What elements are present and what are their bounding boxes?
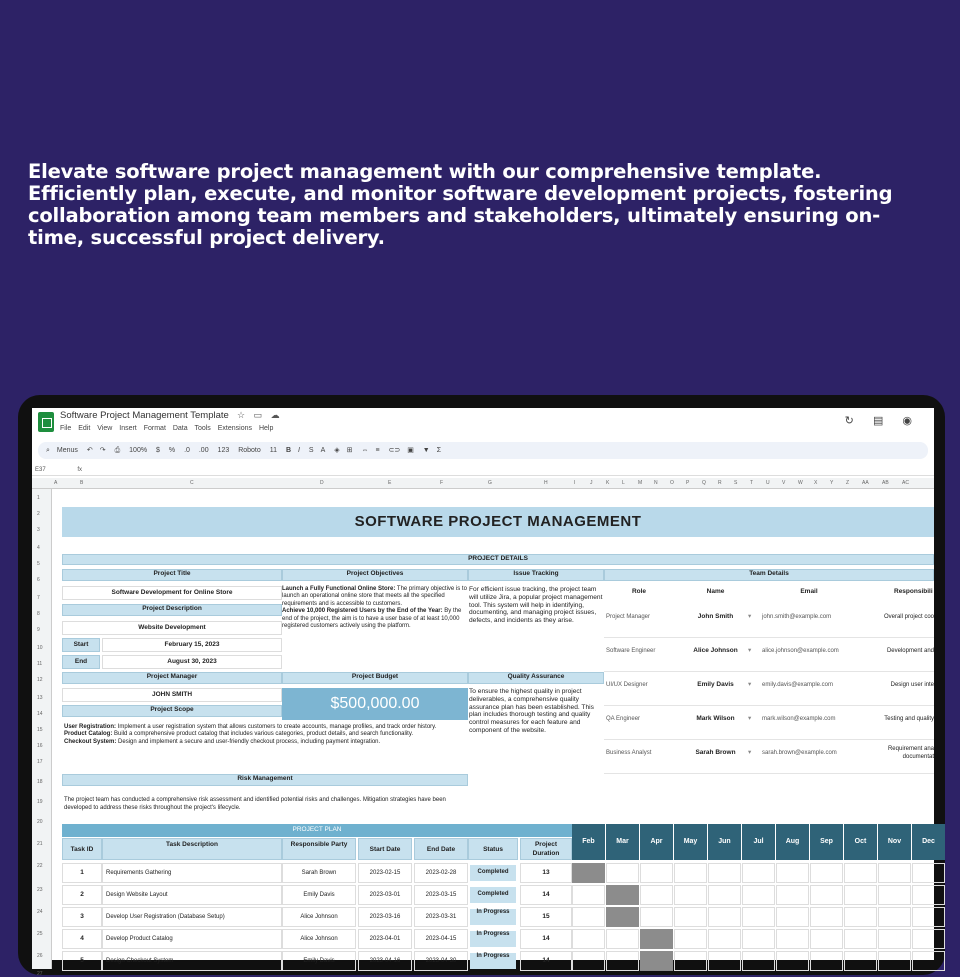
team-col-role: Role — [631, 588, 647, 595]
bold-icon[interactable]: B — [285, 447, 292, 454]
row-header[interactable]: 27 — [37, 971, 43, 977]
team-responsibility[interactable]: Development and — [886, 648, 934, 654]
gantt-cell — [606, 951, 639, 971]
column-header[interactable]: J — [590, 480, 593, 486]
gantt-cell — [844, 907, 877, 927]
gantt-month: Mar — [606, 824, 639, 860]
gantt-month: Jul — [742, 824, 775, 860]
row-header[interactable]: 3 — [37, 527, 40, 533]
plan-col-header[interactable]: Responsible Party — [282, 838, 356, 860]
row-header[interactable]: 25 — [37, 931, 43, 937]
decrease-decimal-button[interactable]: .0 — [184, 447, 190, 454]
project-title-header: Project Title — [62, 569, 282, 581]
row-header[interactable]: 9 — [37, 627, 40, 633]
gantt-month: Aug — [776, 824, 809, 860]
gantt-month: Dec — [912, 824, 945, 860]
gantt-cell — [844, 929, 877, 949]
gantt-cell — [572, 951, 605, 971]
task-duration[interactable]: 14 — [520, 929, 572, 949]
team-email[interactable]: emily.davis@example.com — [762, 682, 834, 688]
task-status[interactable]: Completed — [470, 887, 516, 903]
gantt-cell — [606, 929, 639, 949]
dropdown-icon[interactable]: ▾ — [748, 681, 752, 688]
scope-2-text: Build a comprehensive product catalog that includes various categories, product details, and search functionality. — [112, 731, 414, 738]
task-end[interactable]: 2023-02-28 — [414, 863, 468, 883]
column-header[interactable]: A — [54, 480, 58, 486]
italic-icon[interactable]: I — [298, 447, 300, 454]
gantt-cell — [708, 885, 741, 905]
gantt-cell — [640, 951, 673, 971]
task-party[interactable]: Emily Davis — [282, 885, 356, 905]
menus-search[interactable]: Menus — [56, 447, 78, 454]
end-label: End — [62, 655, 100, 669]
dropdown-icon[interactable]: ▾ — [748, 715, 752, 722]
row-header[interactable]: 20 — [37, 819, 43, 825]
team-role[interactable]: UI/UX Designer — [606, 682, 648, 688]
risk-header: Risk Management — [62, 774, 468, 786]
column-header[interactable]: L — [622, 480, 625, 486]
gantt-cell — [810, 863, 843, 883]
row-divider — [604, 671, 934, 672]
borders-icon[interactable]: ⊞ — [346, 447, 353, 454]
gantt-cell — [606, 863, 639, 883]
task-duration[interactable]: 14 — [520, 951, 572, 971]
row-header[interactable]: 8 — [37, 611, 40, 617]
team-email[interactable]: sarah.brown@example.com — [762, 750, 837, 756]
formula-bar — [32, 464, 934, 476]
gantt-cell — [640, 929, 673, 949]
task-id[interactable]: 3 — [62, 907, 102, 927]
team-responsibility[interactable]: Overall project coo — [883, 614, 934, 620]
gantt-cell — [640, 885, 673, 905]
gantt-cell — [912, 907, 945, 927]
column-header[interactable]: D — [320, 480, 324, 486]
task-id[interactable]: 1 — [62, 863, 102, 883]
task-status[interactable]: In Progress — [470, 931, 516, 947]
project-description-value[interactable]: Website Development — [62, 621, 282, 635]
percent-button[interactable]: % — [168, 447, 176, 454]
menu-view[interactable]: View — [97, 425, 113, 432]
cell-reference[interactable]: E37 — [35, 467, 46, 473]
scope-1-text: Implement a user registration system that allows customers to create accounts, manage profiles, and track order history. — [116, 724, 437, 730]
toolbar — [38, 442, 928, 459]
column-header[interactable]: C — [190, 480, 194, 486]
scope-1-title: User Registration: — [64, 724, 117, 730]
task-start[interactable]: 2023-03-01 — [358, 885, 412, 905]
project-manager-header: Project Manager — [62, 672, 282, 684]
team-name[interactable]: Alice Johnson — [693, 647, 738, 654]
history-icon[interactable]: ↻ ▤ ◉ — [844, 415, 920, 427]
row-header[interactable]: 26 — [37, 953, 43, 959]
redo-icon[interactable]: ↷ — [99, 447, 106, 454]
column-header[interactable]: AC — [902, 480, 909, 486]
plan-col-header[interactable]: End Date — [414, 838, 468, 860]
row-header[interactable]: 23 — [37, 887, 43, 893]
task-description[interactable]: Develop Product Catalog — [102, 929, 282, 949]
objective-1-text: The primary objective is to launch an operational online store that meets all the specified requirements and is accessible to customers. — [282, 586, 467, 607]
team-name[interactable]: John Smith — [697, 613, 734, 620]
menu-bar — [60, 425, 278, 432]
scope-3-title: Checkout System: — [64, 738, 117, 745]
gantt-cell — [810, 951, 843, 971]
task-id[interactable]: 4 — [62, 929, 102, 949]
gantt-cell — [742, 907, 775, 927]
task-description[interactable]: Design Checkout System — [102, 951, 282, 971]
gantt-cell — [776, 907, 809, 927]
objective-1-title: Launch a Fully Functional Online Store: — [282, 586, 396, 592]
plan-col-header[interactable]: Project Duration — [520, 838, 572, 860]
dropdown-icon[interactable]: ▾ — [748, 647, 752, 654]
row-header[interactable]: 2 — [37, 511, 40, 517]
link-icon[interactable]: ⊂⊃ — [388, 447, 401, 454]
issue-tracking-header: Issue Tracking — [468, 569, 604, 581]
team-responsibility[interactable]: Design user inte — [890, 682, 934, 688]
gantt-cell — [708, 929, 741, 949]
increase-decimal-button[interactable]: .00 — [198, 447, 209, 454]
team-name[interactable]: Emily Davis — [697, 681, 734, 688]
scope-text[interactable] — [64, 724, 468, 772]
row-divider — [604, 705, 934, 706]
filter-icon[interactable]: ▼ — [422, 447, 430, 454]
row-header[interactable]: 12 — [37, 677, 43, 683]
column-header[interactable]: AA — [862, 480, 869, 486]
menu-data[interactable]: Data — [172, 425, 188, 432]
project-title-value[interactable]: Software Development for Online Store — [62, 586, 282, 600]
scope-2-title: Product Catalog: — [64, 731, 113, 738]
column-header[interactable]: E — [388, 480, 392, 486]
row-header[interactable]: 19 — [37, 799, 43, 805]
plan-col-header[interactable]: Task ID — [62, 838, 102, 860]
row-divider — [604, 739, 934, 740]
gantt-cell — [742, 929, 775, 949]
column-header[interactable]: T — [750, 480, 754, 486]
row-header[interactable]: 22 — [37, 863, 43, 869]
gantt-cell — [878, 951, 911, 971]
column-header[interactable]: X — [814, 480, 818, 486]
row-divider — [604, 773, 934, 774]
project-details-header: PROJECT DETAILS — [62, 554, 934, 565]
gantt-cell — [572, 907, 605, 927]
team-email[interactable]: alice.johnson@example.com — [762, 648, 839, 654]
plan-col-header[interactable]: Start Date — [358, 838, 412, 860]
row-header[interactable]: 13 — [37, 695, 43, 701]
gantt-month: May — [674, 824, 707, 860]
row-header[interactable]: 16 — [37, 743, 43, 749]
column-header[interactable]: G — [488, 480, 492, 486]
objectives-header: Project Objectives — [282, 569, 468, 581]
gantt-cell — [844, 885, 877, 905]
gantt-cell — [810, 929, 843, 949]
budget-value[interactable]: $500,000.00 — [282, 688, 468, 720]
task-party[interactable]: Alice Johnson — [282, 929, 356, 949]
column-header[interactable]: AB — [882, 480, 889, 486]
qa-text[interactable]: To ensure the highest quality in project deliverables, a comprehensive quality assurance plan has been established. This plan includes thorough testing and quality control measures for each feature and component of the website. — [469, 688, 594, 734]
team-email[interactable]: john.smith@example.com — [762, 614, 832, 620]
qa-header: Quality Assurance — [468, 672, 604, 684]
title-bar — [32, 408, 934, 438]
row-headers — [32, 489, 52, 977]
objectives-text[interactable] — [282, 586, 468, 664]
merge-icon[interactable]: ⇔ — [361, 447, 369, 454]
project-manager-value[interactable]: JOHN SMITH — [62, 688, 282, 702]
team-responsibility[interactable]: Requirement ana documentat — [887, 746, 934, 760]
menu-extensions[interactable]: Extensions — [217, 425, 253, 432]
team-details-header: Team Details — [604, 569, 934, 581]
print-icon[interactable]: ⎙ — [114, 447, 121, 454]
row-header[interactable]: 10 — [37, 645, 43, 651]
menu-file[interactable]: File — [60, 425, 72, 432]
risk-text[interactable]: The project team has conducted a comprehensive risk assessment and identified potential risks and challenges. Mitigation strategies have been developed to address these risks throughout the project's lifecycle. — [64, 797, 446, 811]
gantt-cell — [844, 863, 877, 883]
task-end[interactable]: 2023-03-31 — [414, 907, 468, 927]
plan-col-header[interactable]: Task Description — [102, 838, 282, 860]
column-header[interactable]: V — [782, 480, 786, 486]
document-title[interactable]: Software Project Management Template — [60, 410, 229, 421]
task-party[interactable]: Emily Davis — [282, 951, 356, 971]
project-plan-header: PROJECT PLAN — [62, 824, 572, 837]
search-icon[interactable]: ⌕ — [46, 447, 50, 454]
gantt-cell — [708, 907, 741, 927]
scope-3-text: Design and implement a secure and user-friendly checkout process, including payment integration. — [116, 738, 381, 745]
sheets-logo-icon — [38, 412, 54, 432]
column-header[interactable]: M — [638, 480, 643, 486]
column-header[interactable]: B — [80, 480, 84, 486]
comment-icon[interactable]: ▣ — [407, 447, 414, 454]
team-col-responsibility: Responsibili — [894, 588, 933, 595]
column-header[interactable]: P — [686, 480, 690, 486]
row-header[interactable]: 21 — [37, 841, 43, 847]
gantt-cell — [878, 929, 911, 949]
column-header[interactable]: Q — [702, 480, 706, 486]
row-header[interactable]: 7 — [37, 595, 40, 601]
column-header[interactable]: F — [440, 480, 444, 486]
column-header[interactable]: W — [798, 480, 803, 486]
spreadsheet-screen — [32, 408, 935, 977]
start-date-value[interactable]: February 15, 2023 — [102, 638, 282, 652]
undo-icon[interactable]: ↶ — [86, 447, 93, 454]
column-header[interactable]: S — [734, 480, 738, 486]
fill-icon[interactable]: ◈ — [334, 447, 340, 454]
gantt-month: Apr — [640, 824, 673, 860]
menu-help[interactable]: Help — [258, 425, 274, 432]
team-name[interactable]: Sarah Brown — [695, 749, 736, 756]
team-role[interactable]: QA Engineer — [606, 716, 641, 722]
gantt-cell — [912, 885, 945, 905]
task-start[interactable]: 2023-02-15 — [358, 863, 412, 883]
start-label: Start — [62, 638, 100, 652]
menu-edit[interactable]: Edit — [78, 425, 91, 432]
menu-insert[interactable]: Insert — [119, 425, 137, 432]
task-duration[interactable]: 14 — [520, 885, 572, 905]
gantt-cell — [674, 907, 707, 927]
strike-icon[interactable]: S — [308, 447, 314, 454]
number-format-button[interactable]: 123 — [217, 447, 230, 454]
gantt-cell — [810, 907, 843, 927]
gantt-cell — [776, 885, 809, 905]
menu-format[interactable]: Format — [143, 425, 166, 432]
column-header[interactable]: U — [766, 480, 770, 486]
project-description-header: Project Description — [62, 604, 282, 616]
row-header[interactable]: 14 — [37, 711, 43, 717]
headline-text: Elevate software project management with our comprehensive template. Efficiently plan, execute, and monitor software development projects, fostering collaboration among team members and stakeholders, ultimately ensuring on-time, successful project delivery. — [28, 160, 893, 249]
objective-2-title: Achieve 10,000 Registered Users by the End of the Year: — [282, 608, 443, 615]
gantt-cell — [912, 863, 945, 883]
gantt-cell — [878, 885, 911, 905]
task-end[interactable]: 2023-03-15 — [414, 885, 468, 905]
gantt-cell — [606, 907, 639, 927]
row-header[interactable]: 4 — [37, 545, 40, 551]
column-headers — [32, 478, 934, 489]
zoom-select[interactable]: 100% — [129, 447, 148, 454]
gantt-cell — [606, 885, 639, 905]
task-party[interactable]: Sarah Brown — [282, 863, 356, 883]
gantt-cell — [708, 863, 741, 883]
dropdown-icon[interactable]: ▾ — [748, 749, 752, 756]
gantt-cell — [640, 863, 673, 883]
task-party[interactable]: Alice Johnson — [282, 907, 356, 927]
gantt-month: Feb — [572, 824, 605, 860]
column-header[interactable]: Z — [846, 480, 850, 486]
gantt-cell — [742, 863, 775, 883]
gantt-cell — [572, 885, 605, 905]
gantt-cell — [742, 951, 775, 971]
gantt-cell — [572, 929, 605, 949]
gantt-cell — [776, 863, 809, 883]
project-scope-header: Project Scope — [62, 705, 282, 717]
team-responsibility[interactable]: Testing and quality — [884, 716, 934, 722]
gantt-cell — [776, 951, 809, 971]
gantt-cell — [674, 863, 707, 883]
objective-2-text: By the end of the project, the aim is to have a user base of at least 10,000 registered customers actively using the platform. — [282, 608, 462, 630]
gantt-cell — [742, 885, 775, 905]
gantt-cell — [674, 929, 707, 949]
column-header[interactable]: Y — [830, 480, 834, 486]
row-header[interactable]: 15 — [37, 727, 43, 733]
column-header[interactable]: I — [574, 480, 576, 486]
team-email[interactable]: mark.wilson@example.com — [762, 716, 836, 722]
task-end[interactable]: 2023-04-30 — [414, 951, 468, 971]
row-header[interactable]: 6 — [37, 577, 40, 583]
plan-col-header[interactable]: Status — [468, 838, 518, 860]
gantt-cell — [912, 951, 945, 971]
budget-header: Project Budget — [282, 672, 468, 684]
task-id[interactable]: 5 — [62, 951, 102, 971]
gantt-month: Nov — [878, 824, 911, 860]
gantt-cell — [878, 907, 911, 927]
gantt-cell — [912, 929, 945, 949]
task-start[interactable]: 2023-04-01 — [358, 929, 412, 949]
task-status[interactable]: Completed — [470, 865, 516, 881]
task-status[interactable]: In Progress — [470, 953, 516, 969]
row-header[interactable]: 17 — [37, 759, 43, 765]
team-col-name: Name — [706, 588, 725, 595]
gantt-cell — [674, 951, 707, 971]
team-col-email: Email — [800, 588, 818, 595]
menu-tools[interactable]: Tools — [194, 425, 211, 432]
gantt-month: Sep — [810, 824, 843, 860]
gantt-cell — [708, 951, 741, 971]
column-header[interactable]: N — [654, 480, 658, 486]
row-header[interactable]: 5 — [37, 561, 40, 567]
row-header[interactable]: 1 — [37, 495, 40, 501]
task-description[interactable]: Develop User Registration (Database Setup) — [102, 907, 282, 927]
text-color-icon[interactable]: A — [320, 447, 326, 454]
task-start[interactable]: 2023-04-16 — [358, 951, 412, 971]
fx-icon: fx — [77, 467, 83, 473]
task-end[interactable]: 2023-04-15 — [414, 929, 468, 949]
dropdown-icon[interactable]: ▾ — [748, 613, 752, 620]
gantt-cell — [878, 863, 911, 883]
task-duration[interactable]: 15 — [520, 907, 572, 927]
gantt-cell — [572, 863, 605, 883]
task-start[interactable]: 2023-03-16 — [358, 907, 412, 927]
column-header[interactable]: R — [718, 480, 722, 486]
font-select[interactable]: Roboto — [238, 447, 261, 454]
task-description[interactable]: Design Website Layout — [102, 885, 282, 905]
currency-button[interactable]: $ — [156, 447, 160, 454]
font-size-input[interactable]: 11 — [269, 447, 277, 454]
row-header[interactable]: 11 — [37, 661, 43, 667]
gantt-month: Jun — [708, 824, 741, 860]
gantt-cell — [844, 951, 877, 971]
end-date-value[interactable]: August 30, 2023 — [102, 655, 282, 669]
issue-tracking-text[interactable]: For efficient issue tracking, the project team will utilize Jira, a popular project management tool. This system will help in identifying, documenting, and managing project issues, defects, and incidents as they arise. — [469, 586, 603, 625]
row-divider — [604, 637, 934, 638]
task-id[interactable]: 2 — [62, 885, 102, 905]
column-header[interactable]: O — [670, 480, 674, 486]
team-name[interactable]: Mark Wilson — [696, 715, 735, 722]
task-status[interactable]: In Progress — [470, 909, 516, 925]
task-duration[interactable]: 13 — [520, 863, 572, 883]
gantt-cell — [810, 885, 843, 905]
gantt-cell — [640, 907, 673, 927]
gantt-cell — [776, 929, 809, 949]
align-icon[interactable]: ≡ — [375, 447, 380, 454]
gantt-month: Oct — [844, 824, 877, 860]
column-header[interactable]: H — [544, 480, 548, 486]
gantt-cell — [674, 885, 707, 905]
sigma-icon[interactable]: Σ — [436, 447, 442, 454]
team-role[interactable]: Business Analyst — [606, 750, 652, 756]
row-header[interactable]: 18 — [37, 779, 43, 785]
sheet-title: SOFTWARE PROJECT MANAGEMENT — [62, 507, 934, 537]
team-role[interactable]: Project Manager — [606, 614, 651, 620]
star-icon[interactable]: ☆ ▭ ☁ — [237, 410, 283, 420]
task-description[interactable]: Requirements Gathering — [102, 863, 282, 883]
team-role[interactable]: Software Engineer — [606, 648, 656, 654]
column-header[interactable]: K — [606, 480, 610, 486]
row-header[interactable]: 24 — [37, 909, 43, 915]
